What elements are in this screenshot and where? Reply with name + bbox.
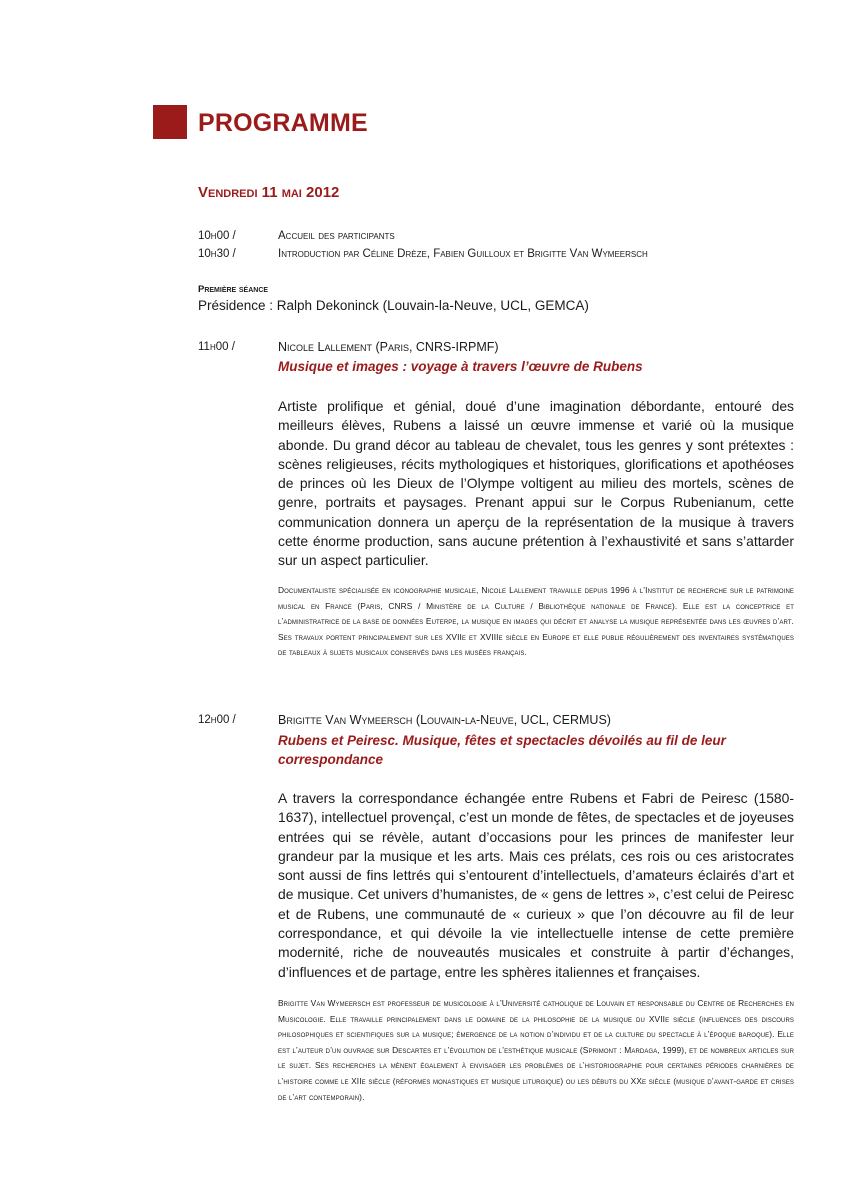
schedule-time: 10h30 /: [198, 248, 236, 260]
talk-abstract: Artiste prolifique et génial, doué d’une imagination débordante, entouré des meilleurs élèves, Rubens a laissé un œuvre immense et varié où la musique abonde. Du grand décor au tableau de chevalet, tous les genres y sont prétextes : scènes religieuses, récits mythologiques et historiques, glorifications et apothéoses de princes où les Dieux de l’Olympe voltigent au milieu des mortels, scènes de genre, portraits et paysages. Prenant appui sur le Corpus Rubenianum, cette communication donnera un aperçu de la représentation de la musique à travers cette énorme production, sans aucune prétention à l’exhaustivité et sans s’attarder sur un aspect particulier.: [278, 398, 794, 569]
talk-title: Rubens et Peiresc. Musique, fêtes et spectacles dévoilés au fil de leur correspondance: [278, 733, 726, 767]
page-title: PROGRAMME: [198, 109, 368, 137]
talk-time: 11h00 /: [198, 341, 235, 353]
talk-title: Musique et images : voyage à travers l’œuvre de Rubens: [278, 359, 643, 374]
schedule-item: Accueil des participants: [278, 230, 395, 242]
title-square-marker: [153, 105, 187, 139]
speaker-bio: Documentaliste spécialisée en iconographie musicale, Nicole Lallement travaille depuis 1996 à l’Institut de recherche sur le patrimoine musical en France (Paris, CNRS / Ministère de la Culture / Bibliothèque nationale de France). Elle est la conceptrice et l’administratrice de la base de données Euterpe, la musique en images qui décrit et analyse la musique représentée dans les œuvres d’art. Ses travaux portent principalement sur les XVIIe et XVIIIe siècle en Europe et elle publie régulièrement des inventaires systématiques de tableaux à sujets musicaux conservés dans les musées français.: [278, 585, 794, 658]
talk-abstract: A travers la correspondance échangée entre Rubens et Fabri de Peiresc (1580-1637), intellectuel provençal, c’est un monde de fêtes, de spectacles et de joyeuses entrées qui se révèle, autant d’occasions pour les princes de manifester leur grandeur par la musique et les arts. Mais ces prélats, ces rois ou ces aristocrates sont aussi de fins lettrés qui s’entourent d’intellectuels, d’amateurs éclairés d’art et de musique. Cet univers d’humanistes, de « gens de lettres », c’est celui de Peiresc et de Rubens, une communauté de « curieux » que l’on découvre au fil de leur correspondance, et qui dévoile la vie intellectuelle intense de cette première modernité, riche de nouveautés musicales et construite à partir d’échanges, d’influences et de partage, entre les sphères italiennes et françaises.: [278, 790, 794, 980]
talk-time: 12h00 /: [198, 714, 236, 726]
day-heading: Vendredi 11 mai 2012: [198, 184, 340, 201]
speaker-bio: Brigitte Van Wymeersch est professeur de musicologie à l’Université catholique de Louvain et responsable du Centre de Recherches en Musicologie. Elle travaille principalement dans le domaine de la philosophie de la musique du XVIIe siècle (influences des discours philosophiques et scientifiques sur la musique; émergence de la notion d’individu et de la culture du spectacle à l’époque baroque). Elle est l’auteur d’un ouvrage sur Descartes et l’évolution de l’esthétique musicale (Sprimont : Mardaga, 1999), et de nombreux articles sur le sujet. Ses recherches la mènent également à envisager les problèmes de l’historiographie pour certaines périodes charnières de l’histoire comme le XIIe siècle (réformes monastiques et musique liturgique) ou les débuts du XXe siècle (musique d’avant-garde et crises de l’art contemporain).: [278, 998, 794, 1102]
schedule-item: Introduction par Céline Drèze, Fabien Guilloux et Brigitte Van Wymeersch: [278, 248, 648, 260]
talk-speaker: Nicole Lallement (Paris, CNRS-IRPMF): [278, 340, 499, 354]
schedule-time: 10h00 /: [198, 230, 236, 242]
talk-speaker: Brigitte Van Wymeersch (Louvain-la-Neuve, UCL, CERMUS): [278, 713, 611, 727]
session-presidence: Présidence : Ralph Dekoninck (Louvain-la-Neuve, UCL, GEMCA): [198, 298, 589, 313]
session-label: Première séance: [198, 284, 269, 295]
